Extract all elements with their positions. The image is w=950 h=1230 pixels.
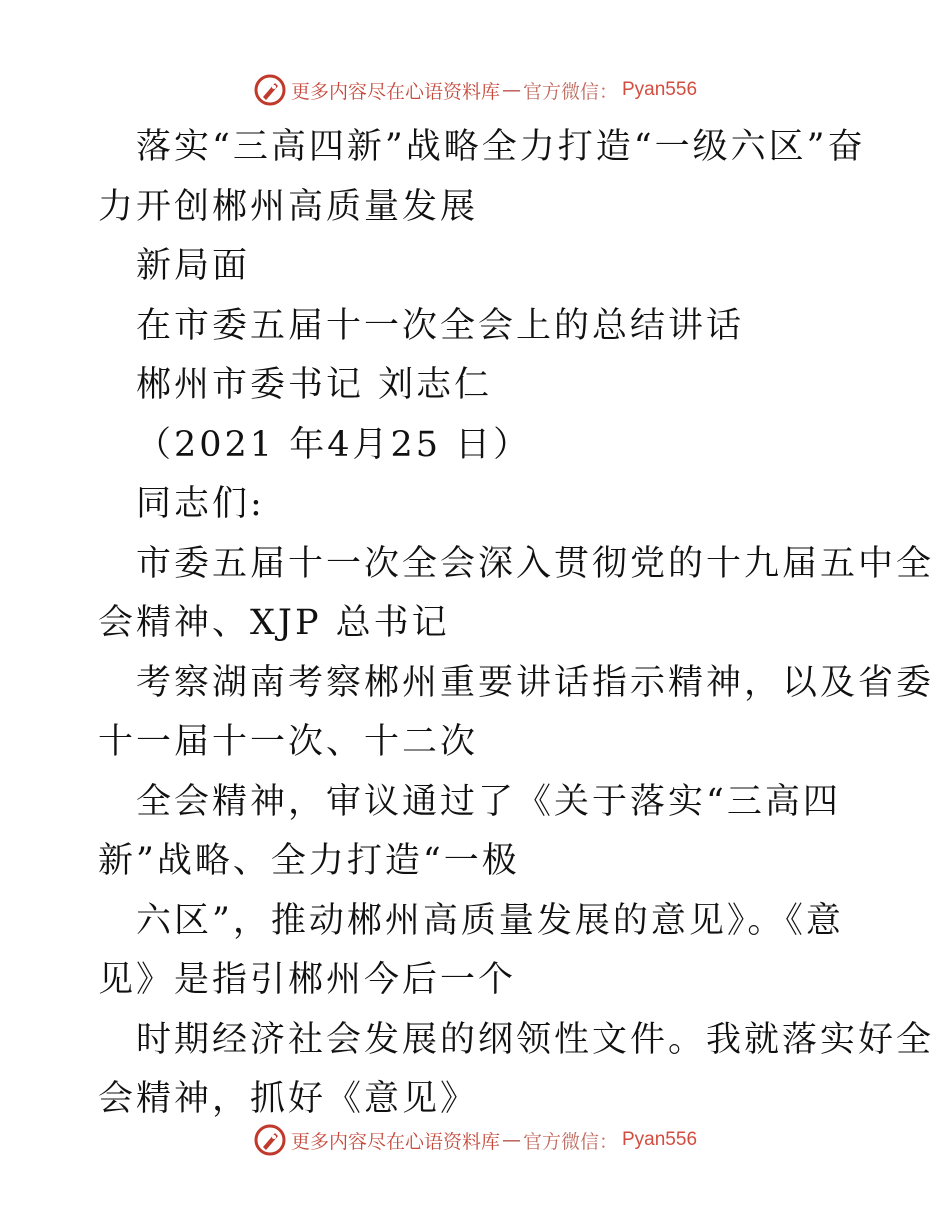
paragraph-line: 新”战略、全力打造“一极 (98, 841, 520, 881)
paragraph-line: 市委五届十一次全会深入贯彻党的十九届五中全 (136, 543, 935, 584)
paragraph-line: 六区”，推动郴州高质量发展的意见》。《意 (136, 900, 844, 941)
watermark-separator: — (501, 1129, 521, 1151)
date-line: （2021 年4月25 日） (136, 424, 532, 465)
footer-watermark (0, 1120, 950, 1160)
watermark-brand: 更多内容尽在心语资料库 (290, 80, 500, 103)
watermark-wechat-label: 官方微信： (522, 80, 618, 103)
paragraph-line: 十一届十一次、十二次 (98, 722, 479, 762)
paragraph-line: 会精神，抓好《意见》 (98, 1079, 479, 1119)
paragraph-line: 全会精神，审议通过了《关于落实“三高四 (136, 781, 841, 822)
title-line-1: 落实“三高四新”战略全力打造“一级六区”奋 (136, 127, 866, 167)
subtitle: 在市委五届十一次全会上的总结讲话 (136, 305, 745, 346)
paragraph-line: 见》是指引郴州今后一个 (98, 960, 517, 1000)
header-watermark (0, 70, 950, 110)
pen-nib-logo-icon (253, 73, 287, 107)
salutation: 同志们: (136, 484, 265, 524)
watermark-separator: — (501, 79, 521, 101)
watermark-brand: 更多内容尽在心语资料库 (290, 1130, 500, 1153)
author-line: 郴州市委书记 刘志仁 (136, 365, 493, 405)
watermark-wechat-id: Pyan556 (622, 79, 698, 100)
paragraph-line: 考察湖南考察郴州重要讲话指示精神，以及省委 (136, 662, 935, 703)
document-body (98, 118, 935, 1130)
paragraph-line: 会精神、XJP 总书记 (98, 603, 450, 643)
paragraph-line: 时期经济社会发展的纲领性文件。我就落实好全 (136, 1019, 935, 1060)
title-line-2: 力开创郴州高质量发展 (98, 186, 479, 227)
watermark-wechat-label: 官方微信： (522, 1130, 618, 1153)
watermark-wechat-id: Pyan556 (622, 1129, 698, 1150)
pen-nib-logo-icon (253, 1123, 287, 1157)
title-line-3: 新局面 (136, 246, 251, 286)
